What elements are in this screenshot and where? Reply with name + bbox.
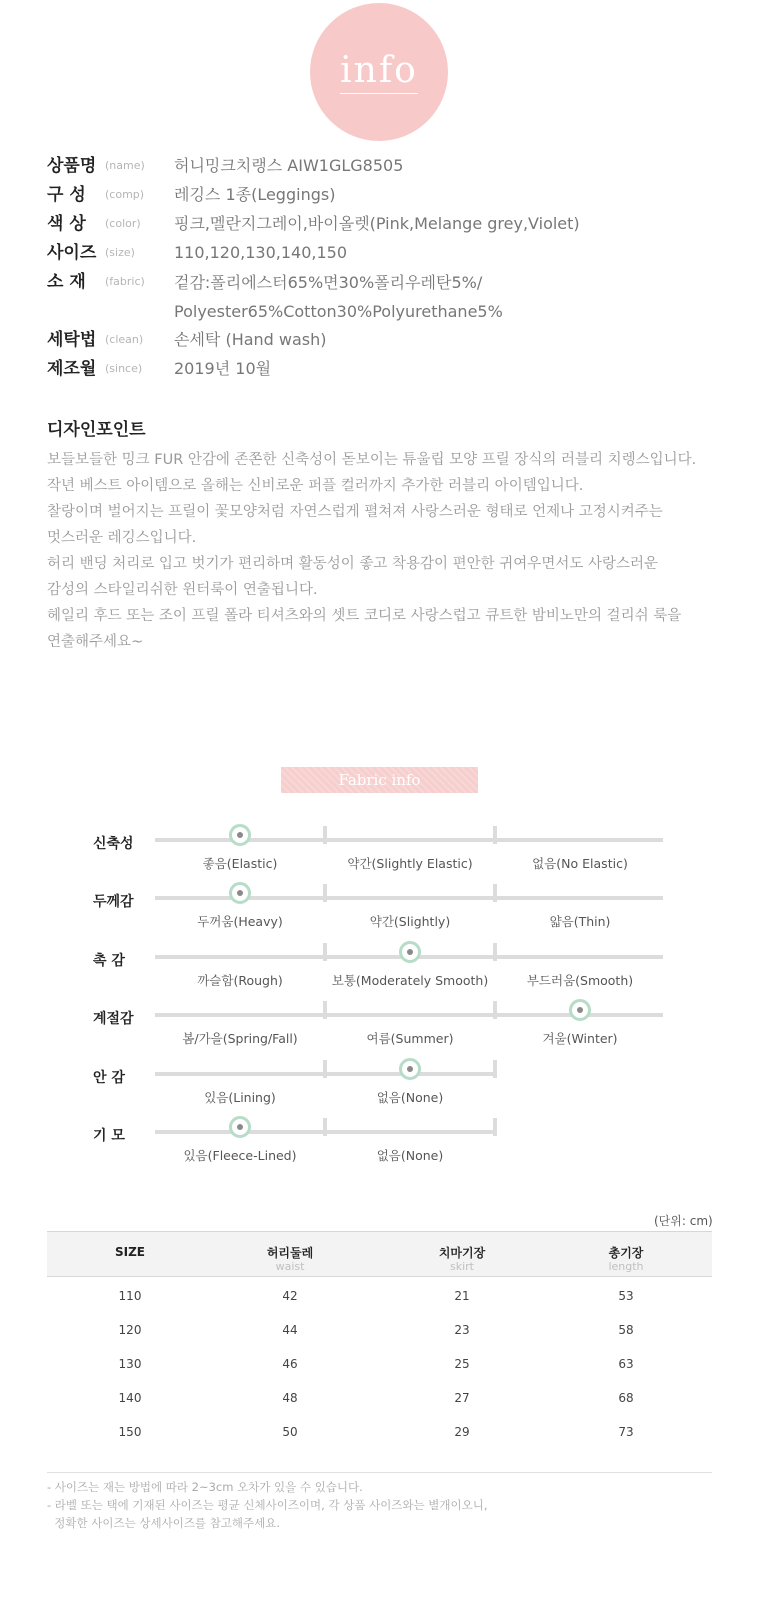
fabric-info-banner bbox=[281, 767, 478, 793]
scale-name: 신축성 bbox=[93, 836, 134, 852]
scale-tick bbox=[493, 884, 497, 902]
scale-tick bbox=[493, 826, 497, 844]
scale-option: 얇음(Thin) bbox=[549, 914, 611, 929]
product-value: 레깅스 1종(Leggings) bbox=[174, 185, 336, 204]
scale-tick bbox=[493, 1060, 497, 1078]
table-cell: 25 bbox=[454, 1357, 470, 1371]
info-badge-text: info bbox=[340, 51, 418, 94]
table-cell: 29 bbox=[454, 1425, 470, 1439]
size-note: - 사이즈는 재는 방법에 따라 2~3cm 오차가 있을 수 있습니다. bbox=[47, 1480, 363, 1494]
header-label: 치마기장 bbox=[438, 1246, 486, 1260]
header-waist bbox=[207, 1232, 373, 1273]
scale-name: 촉 감 bbox=[93, 953, 125, 969]
scale-tick bbox=[323, 1118, 327, 1136]
design-point-line: 헤일리 후드 또는 조이 프릴 폴라 티셔츠와의 셋트 코디로 사랑스럽고 큐트한 밤비노만의 걸리쉬 룩을 bbox=[47, 608, 682, 624]
table-cell: 23 bbox=[454, 1323, 470, 1337]
product-label: 상품명 bbox=[47, 156, 97, 176]
table-cell: 110 bbox=[118, 1289, 142, 1303]
table-row bbox=[47, 1381, 712, 1415]
scale-option: 없음(None) bbox=[376, 1090, 444, 1105]
scale-name: 기 모 bbox=[93, 1128, 125, 1144]
size-table-body bbox=[47, 1277, 712, 1449]
scale-tick bbox=[323, 884, 327, 902]
product-sublabel: (size) bbox=[105, 246, 135, 259]
scale-option: 두꺼움(Heavy) bbox=[197, 914, 283, 929]
design-point-line: 연출해주세요~ bbox=[47, 634, 144, 650]
table-divider bbox=[47, 1472, 712, 1473]
table-cell: 50 bbox=[282, 1425, 298, 1439]
scale-tick bbox=[323, 1001, 327, 1019]
product-value-line: Polyester65%Cotton30%Polyurethane5% bbox=[174, 302, 503, 321]
product-row-name bbox=[47, 153, 747, 182]
table-cell: 53 bbox=[618, 1289, 634, 1303]
product-row-color bbox=[47, 211, 747, 240]
design-point-title: 디자인포인트 bbox=[47, 420, 146, 440]
table-cell: 21 bbox=[454, 1289, 470, 1303]
product-row-clean bbox=[47, 327, 747, 356]
size-table bbox=[47, 1231, 712, 1449]
design-point-line: 보들보들한 밍크 FUR 안감에 존쫀한 신축성이 돋보이는 튜울립 모양 프릴 장식의 러블리 치렝스입니다. bbox=[47, 452, 697, 468]
header-sublabel: waist bbox=[275, 1260, 305, 1273]
scale-option: 보통(Moderately Smooth) bbox=[331, 973, 489, 988]
product-label: 구 성 bbox=[47, 185, 86, 205]
product-sublabel: (since) bbox=[105, 362, 143, 375]
product-sublabel: (name) bbox=[105, 159, 145, 172]
product-value: 2019년 10월 bbox=[174, 359, 272, 378]
design-point-line: 허리 밴딩 처리로 입고 벗기가 편리하며 활동성이 좋고 착용감이 편안한 귀여우면서도 사랑스러운 bbox=[47, 556, 658, 572]
design-point-body bbox=[47, 447, 747, 655]
scale-option: 없음(No Elastic) bbox=[532, 856, 628, 871]
header-label: 허리둘레 bbox=[266, 1246, 314, 1260]
product-value: 핑크,멜란지그레이,바이올렛(Pink,Melange grey,Violet) bbox=[174, 214, 580, 233]
size-note: - 라벨 또는 택에 기재된 사이즈는 평균 신체사이즈이며, 각 상품 사이즈와는 별개이오니, bbox=[47, 1498, 488, 1512]
scale-selected-dot bbox=[399, 1058, 421, 1080]
product-info bbox=[47, 153, 747, 385]
product-row-size bbox=[47, 240, 747, 269]
scale-option: 없음(None) bbox=[376, 1148, 444, 1163]
product-sublabel: (comp) bbox=[105, 188, 145, 201]
product-label: 사이즈 bbox=[47, 243, 97, 263]
product-sublabel: (clean) bbox=[105, 333, 144, 346]
scale-option: 있음(Fleece-Lined) bbox=[183, 1148, 297, 1163]
scale-name: 계절감 bbox=[93, 1011, 134, 1027]
scale-tick bbox=[323, 826, 327, 844]
table-cell: 48 bbox=[282, 1391, 298, 1405]
scale-tick bbox=[493, 1001, 497, 1019]
scale-option: 약간(Slightly Elastic) bbox=[347, 856, 473, 871]
fabric-info-title: Fabric info bbox=[338, 771, 421, 789]
table-cell: 46 bbox=[282, 1357, 298, 1371]
scale-selected-dot bbox=[569, 999, 591, 1021]
product-value: 허니밍크치랭스 AIW1GLG8505 bbox=[174, 156, 404, 175]
design-point-line: 찰랑이며 벌어지는 프릴이 꽃모양처럼 자연스럽게 펼쳐져 사랑스러운 형태로 언제나 고정시켜주는 bbox=[47, 504, 663, 520]
size-table-header bbox=[47, 1231, 712, 1277]
product-value-line: 겉감:폴리에스터65%면30%폴리우레탄5%/ bbox=[174, 273, 483, 292]
header-sublabel: length bbox=[608, 1260, 644, 1273]
product-value: 110,120,130,140,150 bbox=[174, 243, 348, 262]
fabric-scale-row bbox=[0, 1008, 780, 1066]
product-label: 세탁법 bbox=[47, 330, 97, 350]
header-sublabel: skirt bbox=[450, 1260, 474, 1273]
table-row bbox=[47, 1415, 712, 1449]
product-row-comp bbox=[47, 182, 747, 211]
scale-option: 있음(Lining) bbox=[204, 1090, 276, 1105]
product-sublabel: (fabric) bbox=[105, 275, 145, 288]
header-skirt bbox=[379, 1232, 545, 1273]
scale-name: 두께감 bbox=[93, 894, 134, 910]
scale-option: 약간(Slightly) bbox=[369, 914, 451, 929]
table-cell: 150 bbox=[118, 1425, 142, 1439]
product-sublabel: (color) bbox=[105, 217, 141, 230]
scale-selected-dot bbox=[229, 824, 251, 846]
header-label: SIZE bbox=[114, 1245, 145, 1259]
fabric-scale-row bbox=[0, 891, 780, 949]
design-point-line: 작년 베스트 아이템으로 올해는 신비로운 퍼플 컬러까지 추가한 러블리 아이템입니다. bbox=[47, 478, 584, 494]
info-badge bbox=[310, 3, 448, 141]
scale-option: 까슬함(Rough) bbox=[197, 973, 283, 988]
table-cell: 140 bbox=[118, 1391, 142, 1405]
design-point-line: 감성의 스타일리쉬한 윈터룩이 연출됩니다. bbox=[47, 582, 318, 598]
product-label: 제조월 bbox=[47, 359, 97, 379]
product-row-since bbox=[47, 356, 747, 385]
size-note: 정확한 사이즈는 상세사이즈를 참고해주세요. bbox=[47, 1516, 281, 1530]
size-notes bbox=[47, 1478, 487, 1532]
table-row bbox=[47, 1279, 712, 1313]
scale-tick bbox=[323, 1060, 327, 1078]
fabric-scale-row bbox=[0, 833, 780, 891]
table-row bbox=[47, 1313, 712, 1347]
fabric-scale-row bbox=[0, 1067, 780, 1125]
table-row bbox=[47, 1347, 712, 1381]
scale-tick bbox=[493, 943, 497, 961]
product-row-fabric bbox=[47, 269, 747, 327]
product-value: 손세탁 (Hand wash) bbox=[174, 330, 327, 349]
header-size bbox=[47, 1232, 213, 1259]
scale-option: 겨울(Winter) bbox=[542, 1031, 618, 1046]
scale-option: 여름(Summer) bbox=[366, 1031, 454, 1046]
size-unit: (단위: cm) bbox=[654, 1214, 713, 1228]
design-point-line: 멋스러운 레깅스입니다. bbox=[47, 530, 197, 546]
table-cell: 44 bbox=[282, 1323, 298, 1337]
table-cell: 42 bbox=[282, 1289, 298, 1303]
header-label: 총기장 bbox=[608, 1246, 644, 1260]
fabric-scale-row bbox=[0, 1125, 780, 1183]
scale-name: 안 감 bbox=[93, 1070, 125, 1086]
table-cell: 120 bbox=[118, 1323, 142, 1337]
product-label: 소 재 bbox=[47, 272, 86, 292]
fabric-scale-row bbox=[0, 950, 780, 1008]
table-cell: 27 bbox=[454, 1391, 470, 1405]
scale-option: 좋음(Elastic) bbox=[202, 856, 278, 871]
product-value bbox=[174, 268, 503, 326]
table-cell: 58 bbox=[618, 1323, 634, 1337]
scale-tick bbox=[323, 943, 327, 961]
scale-selected-dot bbox=[229, 1116, 251, 1138]
scale-option: 봄/가을(Spring/Fall) bbox=[182, 1031, 298, 1046]
scale-selected-dot bbox=[229, 882, 251, 904]
scale-option: 부드러움(Smooth) bbox=[526, 973, 634, 988]
table-cell: 63 bbox=[618, 1357, 634, 1371]
table-cell: 73 bbox=[618, 1425, 634, 1439]
scale-selected-dot bbox=[399, 941, 421, 963]
scale-tick bbox=[493, 1118, 497, 1136]
product-label: 색 상 bbox=[47, 214, 86, 234]
table-cell: 130 bbox=[118, 1357, 142, 1371]
header-length bbox=[543, 1232, 709, 1273]
table-cell: 68 bbox=[618, 1391, 634, 1405]
